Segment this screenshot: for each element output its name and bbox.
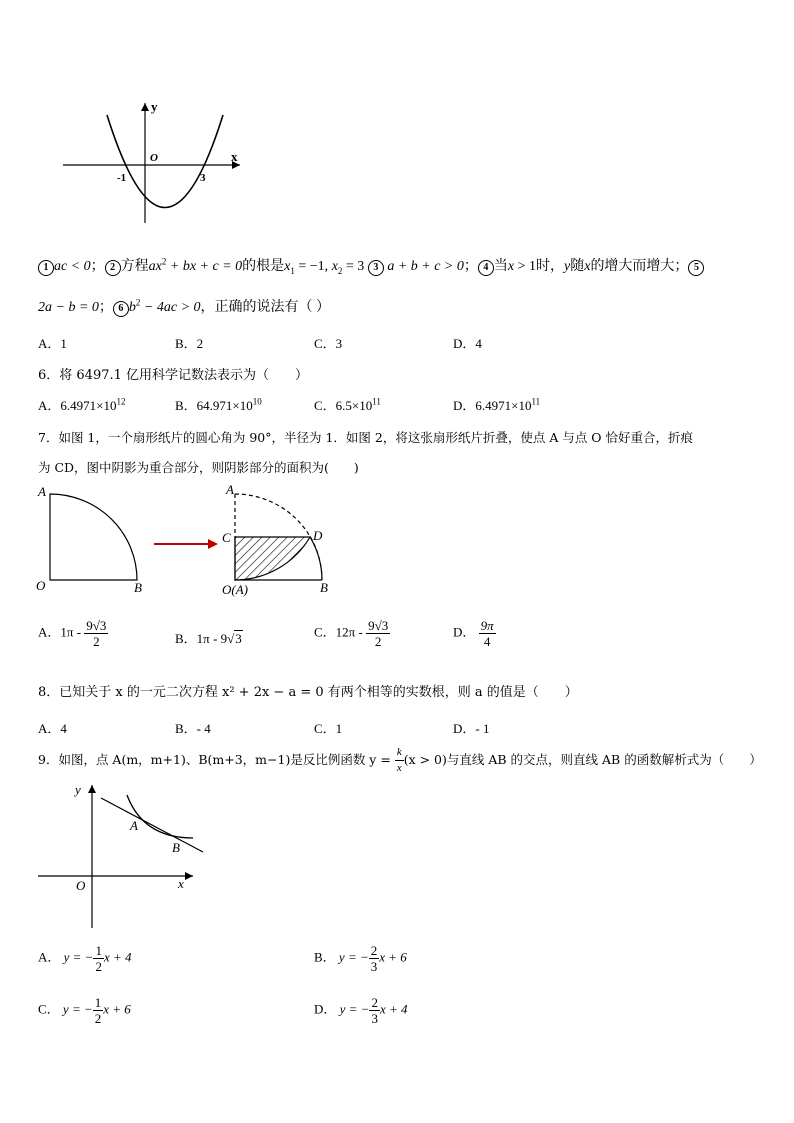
q7-option-c[interactable]: C．12π - $\frac{9√3}{2}$ bbox=[314, 618, 389, 649]
q6-option-b[interactable]: B．$64.971\times 10^{10}$ bbox=[175, 396, 262, 413]
q8-option-b[interactable]: B．- 4 bbox=[175, 721, 211, 736]
q7-stem-line1: 7．如图 1，一个扇形纸片的圆心角为 90°，半径为 1．如图 2，将这张扇形纸片折叠，使点 A 与点 O 恰好重合，折痕 bbox=[38, 430, 694, 445]
q7-stem-line2: 为 CD，图中阴影为重合部分，则阴影部分的面积为( ) bbox=[38, 460, 359, 475]
q5-s6b: ，正确的说法有（ ） bbox=[200, 300, 331, 315]
q6-option-a[interactable]: A．$6.4971\times 10^{12}$ bbox=[38, 396, 126, 413]
q7-option-d[interactable]: D． $\frac{9\pi}{4}$ bbox=[453, 618, 494, 649]
root-3-label: 3 bbox=[200, 172, 206, 184]
q9-y-label: y bbox=[75, 782, 81, 797]
sector-figures bbox=[30, 480, 350, 600]
origin-label: O bbox=[150, 152, 158, 164]
q9-stem: 9．如图，点 A(m，m+1)、B(m+3，m−1)是反比例函数 y = $\frac{k}{x}$ (x > 0)与直线 AB 的交点，则直线 AB 的函数解析式为（ ） bbox=[38, 746, 762, 774]
q9-x-label: x bbox=[178, 876, 184, 891]
circle-2-icon: 2 bbox=[105, 260, 121, 276]
q5-option-d[interactable]: D．4 bbox=[453, 336, 482, 351]
q5-s4d: 的增大而增大； bbox=[590, 259, 689, 274]
q9-origin-label: O bbox=[76, 878, 86, 893]
q8-option-c[interactable]: C．1 bbox=[314, 721, 343, 736]
q9-option-b[interactable]: B． y = − $\frac{2}{3}$ x + 6 bbox=[314, 943, 407, 974]
q5-line2: 2a − b = 0； 6 $b^2 - 4ac > 0$，正确的说法有（ ） bbox=[38, 297, 331, 315]
q6-stem: 6．将 6497.1 亿用科学记数法表示为（ ） bbox=[38, 368, 309, 383]
fig1-label-b: B bbox=[134, 580, 142, 595]
x-axis-label: x bbox=[231, 149, 238, 164]
q5-s5: 2a − b = 0 bbox=[38, 300, 99, 315]
fig1-label-a: A bbox=[38, 484, 46, 499]
q5-option-b[interactable]: B．2 bbox=[175, 336, 204, 351]
circle-3-icon: 3 bbox=[368, 260, 384, 276]
q9-point-b-label: B bbox=[172, 840, 180, 855]
circle-1-icon: 1 bbox=[38, 260, 54, 276]
q7-option-a[interactable]: A．1π - $\frac{9√3}{2}$ bbox=[38, 618, 107, 649]
fig2-label-d: D bbox=[313, 528, 323, 543]
circle-5-icon: 5 bbox=[688, 260, 704, 276]
fig2-label-oa: O(A) bbox=[222, 582, 248, 597]
q9-option-d[interactable]: D． y = − $\frac{2}{3}$ x + 4 bbox=[314, 995, 408, 1026]
fig2-label-b: B bbox=[320, 580, 328, 595]
q6-option-c[interactable]: C．$6.5\times 10^{11}$ bbox=[314, 396, 381, 413]
q8-option-a[interactable]: A．4 bbox=[38, 721, 67, 736]
parabola-figure bbox=[55, 95, 255, 230]
fig1-label-o: O bbox=[36, 578, 46, 593]
q9-option-c[interactable]: C． y = − $\frac{1}{2}$ x + 6 bbox=[38, 995, 131, 1026]
fig2-label-c: C bbox=[222, 530, 231, 545]
q5-s4c: 随 bbox=[570, 259, 585, 274]
fig2-label-a: A bbox=[226, 482, 234, 497]
circle-6-icon: 6 bbox=[113, 301, 129, 317]
q8-stem: 8．已知关于 x 的一元二次方程 x² + 2x − a = 0 有两个相等的实数根，则 a 的值是（ ） bbox=[38, 685, 578, 700]
q5-s2b: 的根是 bbox=[242, 259, 285, 274]
q5-s2a: 方程 bbox=[120, 259, 149, 274]
q5-s4a: 当 bbox=[493, 259, 508, 274]
q5-option-c[interactable]: C．3 bbox=[314, 336, 343, 351]
circle-4-icon: 4 bbox=[478, 260, 494, 276]
hyperbola-figure bbox=[35, 780, 210, 930]
q5-s1: ac < 0 bbox=[54, 259, 91, 274]
q9-point-a-label: A bbox=[130, 818, 138, 833]
root-minus1-label: -1 bbox=[117, 172, 127, 184]
q6-option-d[interactable]: D．$6.4971\times 10^{11}$ bbox=[453, 396, 541, 413]
q9-option-a[interactable]: A． y = − $\frac{1}{2}$ x + 4 bbox=[38, 943, 132, 974]
y-axis-label: y bbox=[151, 99, 158, 114]
q5-s4b: 时， bbox=[536, 259, 564, 274]
q7-option-b[interactable]: B．1π - 9√3 bbox=[175, 631, 242, 646]
q8-option-d[interactable]: D．- 1 bbox=[453, 721, 490, 736]
arrow-right-icon bbox=[208, 539, 218, 549]
q5-line1: 1 ac < 0； 2 方程$ax^2$ + bx + c = 0的根是$x_1 = -1$, $x_2 = 3$ 3 a + b + c > 0； 4 当x > 1时，y随x的增大而增大； 5 bbox=[38, 255, 704, 276]
q5-option-a[interactable]: A．1 bbox=[38, 336, 67, 351]
q5-s3: a + b + c > 0 bbox=[387, 259, 464, 274]
